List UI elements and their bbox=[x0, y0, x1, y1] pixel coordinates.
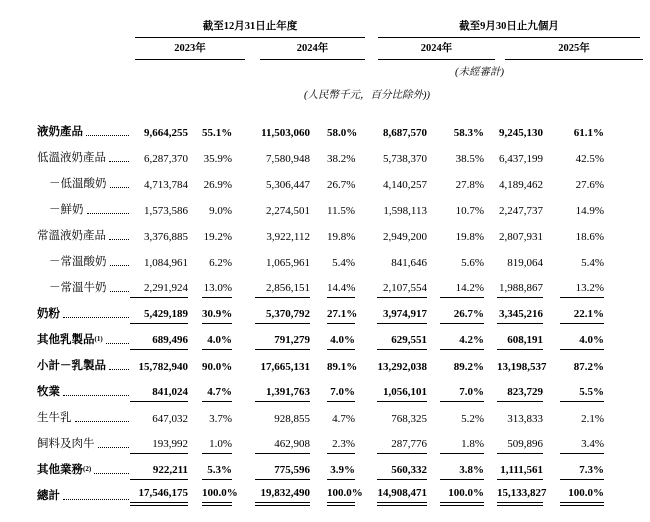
percent-cell-9m2025: 14.9% bbox=[575, 205, 604, 217]
amount-cell-fy2024: 5,370,792 bbox=[232, 308, 310, 324]
percent-cell-9m2025: 100.0% bbox=[543, 487, 604, 506]
percent-cell-fy2023: 19.2% bbox=[203, 231, 232, 243]
period-header-annual-label: 截至12月31日止年度 bbox=[135, 18, 365, 38]
year-header-2024: 2024年 bbox=[232, 40, 355, 60]
amount-cell-fy2024: 928,855 bbox=[274, 413, 310, 425]
row-label bbox=[30, 175, 130, 194]
header-spacer bbox=[30, 106, 650, 116]
amount-cell-fy2023: 6,287,370 bbox=[144, 153, 188, 165]
dot-leader bbox=[110, 187, 130, 188]
row-label-text: 低溫液奶產品 bbox=[37, 152, 106, 164]
row-label bbox=[30, 123, 130, 142]
percent-cell-9m2024: 100.0% bbox=[427, 487, 484, 506]
table-row bbox=[30, 480, 650, 506]
amount-cell-9m2025: 13,198,537 bbox=[497, 361, 547, 373]
row-label bbox=[30, 461, 130, 480]
amount-cell-fy2024: 2,274,501 bbox=[266, 205, 310, 217]
row-label-text: 液奶產品 bbox=[37, 126, 83, 138]
percent-cell-fy2024: 26.7% bbox=[327, 179, 356, 191]
percent-cell-fy2024: 38.2% bbox=[327, 153, 356, 165]
row-label bbox=[30, 409, 130, 428]
percent-cell-9m2025: 87.2% bbox=[573, 361, 604, 373]
dot-leader bbox=[63, 499, 129, 500]
table-row bbox=[30, 454, 650, 480]
percent-cell-9m2025: 7.3% bbox=[543, 464, 604, 480]
row-label-text: 奶粉 bbox=[37, 308, 60, 320]
percent-cell-fy2024: 7.0% bbox=[310, 386, 355, 402]
percent-cell-9m2024: 3.8% bbox=[427, 464, 484, 480]
amount-cell-fy2023: 647,032 bbox=[152, 413, 188, 425]
amount-cell-9m2024: 8,687,570 bbox=[383, 127, 427, 139]
dot-leader bbox=[63, 317, 129, 318]
percent-cell-fy2023: 4.0% bbox=[188, 334, 232, 350]
percent-cell-9m2024: 58.3% bbox=[453, 127, 484, 139]
amount-cell-9m2025: 819,064 bbox=[507, 257, 543, 269]
dot-leader bbox=[109, 239, 129, 240]
amount-cell-9m2025: 608,191 bbox=[484, 334, 543, 350]
table-row bbox=[30, 350, 650, 376]
period-header-nine-months bbox=[355, 18, 604, 38]
unaudited-note-row bbox=[30, 60, 650, 82]
percent-cell-9m2024: 27.8% bbox=[455, 179, 484, 191]
row-label bbox=[30, 357, 130, 376]
percent-cell-9m2025: 5.5% bbox=[543, 386, 604, 402]
amount-cell-9m2024: 5,738,370 bbox=[383, 153, 427, 165]
period-group-header-row bbox=[30, 12, 650, 38]
amount-cell-fy2024: 7,580,948 bbox=[266, 153, 310, 165]
table-row bbox=[30, 428, 650, 454]
amount-cell-fy2023: 4,713,784 bbox=[144, 179, 188, 191]
unaudited-note: (未經審計) bbox=[455, 66, 504, 78]
year-header-9m-2024: 2024年 bbox=[355, 40, 484, 60]
row-label bbox=[30, 201, 130, 220]
percent-cell-fy2023: 3.7% bbox=[209, 413, 232, 425]
year-header-2023: 2023年 bbox=[130, 40, 232, 60]
amount-cell-fy2023: 2,291,924 bbox=[130, 282, 188, 298]
amount-cell-fy2024: 11,503,060 bbox=[261, 127, 310, 139]
dot-leader bbox=[109, 369, 129, 370]
amount-cell-fy2023: 922,211 bbox=[130, 464, 188, 480]
year-header-row bbox=[30, 38, 650, 60]
row-label bbox=[30, 487, 130, 506]
amount-cell-fy2023: 1,084,961 bbox=[144, 257, 188, 269]
amount-cell-fy2024: 2,856,151 bbox=[232, 282, 310, 298]
unit-note-row bbox=[30, 82, 650, 106]
dot-leader bbox=[110, 265, 130, 266]
percent-cell-9m2024: 38.5% bbox=[455, 153, 484, 165]
percent-cell-fy2024: 4.0% bbox=[310, 334, 355, 350]
row-label-text: －常溫酸奶 bbox=[49, 256, 107, 268]
row-label bbox=[30, 227, 130, 246]
percent-cell-9m2025: 27.6% bbox=[575, 179, 604, 191]
percent-cell-fy2023: 1.0% bbox=[188, 438, 232, 454]
amount-cell-9m2024: 629,551 bbox=[355, 334, 427, 350]
row-label bbox=[30, 435, 130, 454]
amount-cell-fy2024: 19,832,490 bbox=[232, 487, 310, 506]
amount-cell-9m2024: 2,107,554 bbox=[355, 282, 427, 298]
percent-cell-fy2024: 4.7% bbox=[332, 413, 355, 425]
amount-cell-fy2024: 775,596 bbox=[232, 464, 310, 480]
percent-cell-fy2024: 14.4% bbox=[310, 282, 355, 298]
percent-cell-9m2024: 5.6% bbox=[461, 257, 484, 269]
percent-cell-9m2025: 5.4% bbox=[581, 257, 604, 269]
percent-cell-fy2023: 13.0% bbox=[188, 282, 232, 298]
row-label-text: 生牛乳 bbox=[37, 412, 72, 424]
amount-cell-9m2024: 2,949,200 bbox=[383, 231, 427, 243]
amount-cell-9m2025: 509,896 bbox=[484, 438, 543, 454]
percent-cell-9m2024: 19.8% bbox=[455, 231, 484, 243]
percent-cell-9m2024: 26.7% bbox=[427, 308, 484, 324]
amount-cell-9m2024: 4,140,257 bbox=[383, 179, 427, 191]
dot-leader bbox=[75, 421, 130, 422]
table-row bbox=[30, 402, 650, 428]
row-label bbox=[30, 383, 130, 402]
footnote-marker: (2) bbox=[83, 465, 92, 473]
amount-cell-9m2025: 823,729 bbox=[484, 386, 543, 402]
percent-cell-9m2025: 3.4% bbox=[543, 438, 604, 454]
percent-cell-fy2023: 26.9% bbox=[203, 179, 232, 191]
percent-cell-fy2024: 2.3% bbox=[310, 438, 355, 454]
table-row bbox=[30, 376, 650, 402]
percent-cell-9m2025: 2.1% bbox=[581, 413, 604, 425]
percent-cell-9m2025: 18.6% bbox=[575, 231, 604, 243]
amount-cell-fy2024: 5,306,447 bbox=[266, 179, 310, 191]
amount-cell-9m2025: 2,247,737 bbox=[499, 205, 543, 217]
table-row bbox=[30, 298, 650, 324]
row-label-text: 總計 bbox=[37, 490, 60, 502]
amount-cell-9m2024: 768,325 bbox=[391, 413, 427, 425]
row-label-text: －低溫酸奶 bbox=[49, 178, 107, 190]
percent-cell-9m2024: 14.2% bbox=[427, 282, 484, 298]
dot-leader bbox=[94, 473, 129, 474]
dot-leader bbox=[110, 291, 130, 292]
period-header-annual bbox=[130, 18, 355, 38]
table-row bbox=[30, 246, 650, 272]
percent-cell-fy2024: 58.0% bbox=[327, 127, 358, 139]
percent-cell-fy2024: 27.1% bbox=[310, 308, 355, 324]
amount-cell-fy2023: 3,376,885 bbox=[144, 231, 188, 243]
percent-cell-fy2024: 89.1% bbox=[327, 361, 358, 373]
amount-cell-9m2025: 313,833 bbox=[507, 413, 543, 425]
percent-cell-fy2024: 11.5% bbox=[327, 205, 356, 217]
percent-cell-9m2024: 4.2% bbox=[427, 334, 484, 350]
row-label-text: 牧業 bbox=[37, 386, 60, 398]
table-row bbox=[30, 142, 650, 168]
amount-cell-9m2024: 14,908,471 bbox=[355, 487, 427, 506]
amount-cell-9m2024: 3,974,917 bbox=[355, 308, 427, 324]
dot-leader bbox=[106, 343, 129, 344]
percent-cell-9m2025: 13.2% bbox=[543, 282, 604, 298]
percent-cell-9m2025: 61.1% bbox=[573, 127, 604, 139]
amount-cell-9m2025: 6,437,199 bbox=[499, 153, 543, 165]
amount-cell-9m2025: 9,245,130 bbox=[499, 127, 543, 139]
row-label bbox=[30, 149, 130, 168]
row-label bbox=[30, 253, 130, 272]
amount-cell-fy2023: 17,546,175 bbox=[130, 487, 188, 506]
amount-cell-fy2023: 5,429,189 bbox=[130, 308, 188, 324]
percent-cell-9m2025: 42.5% bbox=[575, 153, 604, 165]
row-label-text: 飼料及肉牛 bbox=[37, 438, 95, 450]
table-row bbox=[30, 272, 650, 298]
percent-cell-9m2024: 1.8% bbox=[427, 438, 484, 454]
row-label bbox=[30, 305, 130, 324]
amount-cell-fy2024: 1,391,763 bbox=[232, 386, 310, 402]
amount-cell-9m2025: 1,111,561 bbox=[484, 464, 543, 480]
year-header-9m-2025: 2025年 bbox=[484, 40, 604, 60]
percent-cell-fy2023: 35.9% bbox=[203, 153, 232, 165]
footnote-marker: (1) bbox=[94, 335, 103, 343]
dot-leader bbox=[109, 161, 129, 162]
percent-cell-fy2023: 4.7% bbox=[188, 386, 232, 402]
percent-cell-fy2023: 55.1% bbox=[202, 127, 233, 139]
table-row bbox=[30, 220, 650, 246]
percent-cell-fy2023: 5.3% bbox=[188, 464, 232, 480]
amount-cell-fy2024: 462,908 bbox=[232, 438, 310, 454]
currency-unit-note: (人民幣千元，百分比除外)) bbox=[304, 89, 430, 101]
row-label bbox=[30, 331, 130, 350]
amount-cell-9m2024: 560,332 bbox=[355, 464, 427, 480]
percent-cell-fy2023: 100.0% bbox=[188, 487, 232, 506]
amount-cell-fy2023: 841,024 bbox=[130, 386, 188, 402]
percent-cell-fy2023: 90.0% bbox=[202, 361, 233, 373]
amount-cell-9m2025: 15,133,827 bbox=[484, 487, 543, 506]
amount-cell-fy2023: 9,664,255 bbox=[144, 127, 188, 139]
percent-cell-fy2023: 6.2% bbox=[209, 257, 232, 269]
amount-cell-9m2024: 287,776 bbox=[355, 438, 427, 454]
amount-cell-fy2024: 1,065,961 bbox=[266, 257, 310, 269]
amount-cell-9m2025: 4,189,462 bbox=[499, 179, 543, 191]
dot-leader bbox=[87, 213, 130, 214]
percent-cell-9m2024: 5.2% bbox=[461, 413, 484, 425]
period-header-nine-months-label: 截至9月30日止九個月 bbox=[378, 18, 640, 38]
table-body bbox=[30, 116, 650, 506]
dot-leader bbox=[98, 447, 130, 448]
table-row bbox=[30, 168, 650, 194]
percent-cell-fy2023: 9.0% bbox=[209, 205, 232, 217]
percent-cell-fy2024: 5.4% bbox=[332, 257, 355, 269]
percent-cell-fy2023: 30.9% bbox=[188, 308, 232, 324]
percent-cell-9m2025: 22.1% bbox=[543, 308, 604, 324]
percent-cell-9m2024: 10.7% bbox=[455, 205, 484, 217]
row-label-text: －鮮奶 bbox=[49, 204, 84, 216]
row-label bbox=[30, 279, 130, 298]
amount-cell-9m2024: 13,292,038 bbox=[377, 361, 427, 373]
amount-cell-9m2025: 2,807,931 bbox=[499, 231, 543, 243]
row-label-text: 小計－乳製品 bbox=[37, 360, 106, 372]
amount-cell-fy2023: 193,992 bbox=[130, 438, 188, 454]
amount-cell-fy2024: 791,279 bbox=[232, 334, 310, 350]
dot-leader bbox=[86, 135, 129, 136]
row-label-text: 其他乳製品 bbox=[37, 334, 95, 346]
dot-leader bbox=[63, 395, 129, 396]
amount-cell-fy2024: 3,922,112 bbox=[266, 231, 310, 243]
table-row bbox=[30, 194, 650, 220]
amount-cell-fy2023: 689,496 bbox=[130, 334, 188, 350]
percent-cell-9m2024: 89.2% bbox=[453, 361, 484, 373]
amount-cell-9m2025: 1,988,867 bbox=[484, 282, 543, 298]
amount-cell-9m2024: 1,598,113 bbox=[383, 205, 427, 217]
percent-cell-fy2024: 100.0% bbox=[310, 487, 355, 506]
percent-cell-fy2024: 19.8% bbox=[327, 231, 356, 243]
amount-cell-fy2024: 17,665,131 bbox=[260, 361, 310, 373]
amount-cell-9m2024: 1,056,101 bbox=[355, 386, 427, 402]
amount-cell-9m2025: 3,345,216 bbox=[484, 308, 543, 324]
amount-cell-fy2023: 1,573,586 bbox=[144, 205, 188, 217]
row-label-text: 常溫液奶產品 bbox=[37, 230, 106, 242]
table-row bbox=[30, 324, 650, 350]
table-row bbox=[30, 116, 650, 142]
percent-cell-fy2024: 3.9% bbox=[310, 464, 355, 480]
percent-cell-9m2024: 7.0% bbox=[427, 386, 484, 402]
amount-cell-fy2023: 15,782,940 bbox=[138, 361, 188, 373]
row-label-text: －常溫牛奶 bbox=[49, 282, 107, 294]
percent-cell-9m2025: 4.0% bbox=[543, 334, 604, 350]
row-label-text: 其他業務 bbox=[37, 464, 83, 476]
amount-cell-9m2024: 841,646 bbox=[391, 257, 427, 269]
